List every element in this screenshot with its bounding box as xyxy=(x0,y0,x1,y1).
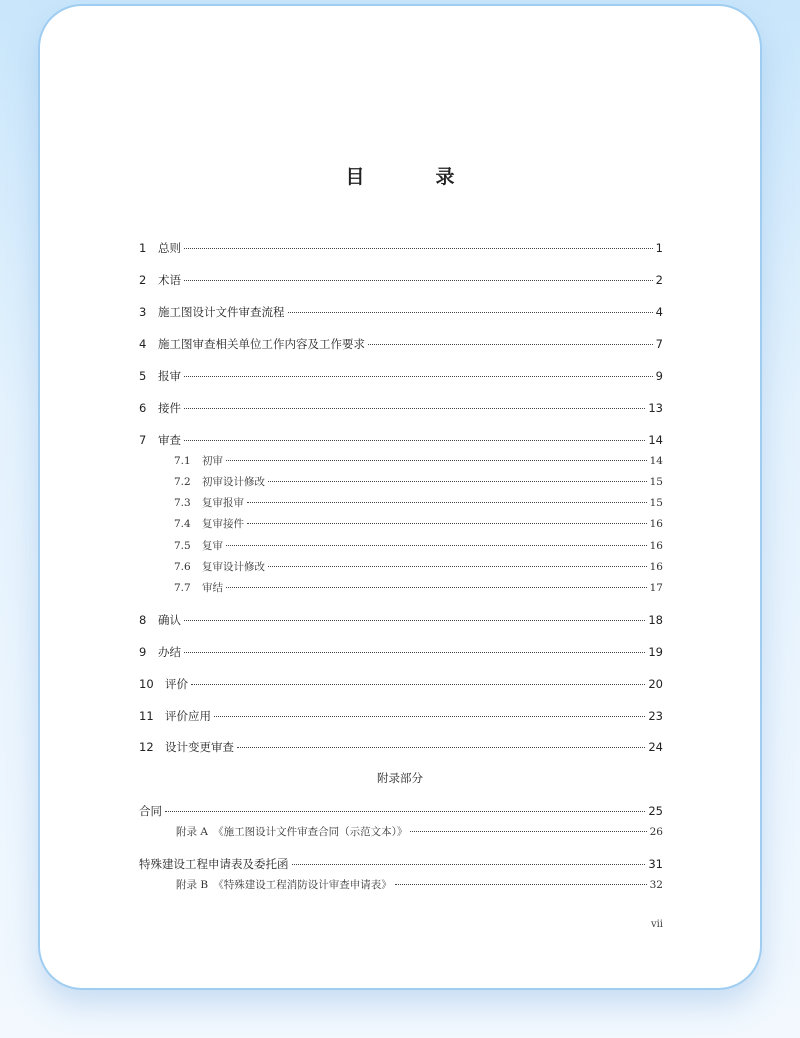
dot-leader xyxy=(395,884,647,885)
toc-subentry-number: 7.5 xyxy=(174,540,191,552)
appendix-group-page: 31 xyxy=(648,857,663,871)
dot-leader xyxy=(226,587,647,588)
toc-entry-page: 1 xyxy=(655,241,663,255)
toc-entry-page: 9 xyxy=(655,369,663,383)
toc-subentry[interactable] xyxy=(174,453,663,468)
toc-entry[interactable] xyxy=(139,368,663,384)
toc-entry-number: 8 xyxy=(139,613,147,627)
toc-subentry-number: 7.4 xyxy=(174,518,191,530)
dot-leader xyxy=(191,684,645,685)
dot-leader xyxy=(165,811,645,812)
toc-entry-label: 确认 xyxy=(158,613,181,627)
toc-subentry-label: 复审 xyxy=(202,540,223,552)
toc-entry[interactable] xyxy=(139,644,663,660)
dot-leader xyxy=(184,408,645,409)
toc-entry-number: 9 xyxy=(139,645,147,659)
toc-entry-label: 办结 xyxy=(158,645,181,659)
toc-entry-page: 23 xyxy=(648,709,663,723)
toc-entry[interactable] xyxy=(139,612,663,628)
toc-entry-number: 2 xyxy=(139,273,147,287)
toc-entry-number: 4 xyxy=(139,337,147,351)
toc-subentry-label: 复审接件 xyxy=(202,518,244,530)
dot-leader xyxy=(292,864,646,865)
appendix-group-label: 合同 xyxy=(139,804,162,818)
toc-entry-page: 19 xyxy=(648,645,663,659)
toc-subentry[interactable] xyxy=(174,474,663,489)
toc-entry[interactable] xyxy=(139,400,663,416)
toc-entry-label: 设计变更审查 xyxy=(165,740,234,754)
toc-entry-page: 2 xyxy=(655,273,663,287)
toc-entry[interactable] xyxy=(139,240,663,256)
toc-subentry-number: 7.6 xyxy=(174,561,191,573)
dot-leader xyxy=(268,481,647,482)
toc-entry[interactable] xyxy=(139,676,663,692)
dot-leader xyxy=(288,312,653,313)
dot-leader xyxy=(184,376,653,377)
toc-subentry-label: 初审设计修改 xyxy=(202,476,265,488)
toc-entry[interactable] xyxy=(139,336,663,352)
dot-leader xyxy=(410,831,646,832)
dot-leader xyxy=(184,280,653,281)
toc-entry-number: 11 xyxy=(139,709,154,723)
toc-subentry-label: 初审 xyxy=(202,455,223,467)
toc-entry-label: 评价应用 xyxy=(165,709,211,723)
toc-subentry-page: 17 xyxy=(649,582,663,594)
toc-subentry[interactable] xyxy=(174,580,663,595)
toc-subentry-label: 复审报审 xyxy=(202,497,244,509)
appendix-item-page: 32 xyxy=(649,879,663,891)
toc-entry-number: 7 xyxy=(139,433,147,447)
toc-entry-number: 12 xyxy=(139,740,154,754)
toc-subentry-page: 14 xyxy=(649,455,663,467)
toc-subentry-number: 7.3 xyxy=(174,497,191,509)
toc-entry-page: 4 xyxy=(655,305,663,319)
toc-subentry[interactable] xyxy=(174,516,663,531)
toc-entry-label: 术语 xyxy=(158,273,181,287)
toc-subentry-page: 16 xyxy=(649,518,663,530)
appendix-item[interactable] xyxy=(176,877,663,892)
dot-leader xyxy=(226,545,647,546)
toc-entry[interactable] xyxy=(139,272,663,288)
appendix-heading: 附录部分 xyxy=(377,771,423,785)
dot-leader xyxy=(247,502,647,503)
appendix-group-label: 特殊建设工程申请表及委托函 xyxy=(139,857,289,871)
toc-entry-number: 5 xyxy=(139,369,147,383)
toc-entry[interactable] xyxy=(139,304,663,320)
toc-subentry-page: 15 xyxy=(649,476,663,488)
toc-entry-page: 24 xyxy=(648,740,663,754)
page-title: 目 录 xyxy=(345,166,481,188)
toc-subentry-page: 15 xyxy=(649,497,663,509)
toc-entry-label: 审查 xyxy=(158,433,181,447)
toc-entry-page: 14 xyxy=(648,433,663,447)
toc-entry-label: 接件 xyxy=(158,401,181,415)
toc-entry-page: 20 xyxy=(648,677,663,691)
dot-leader xyxy=(214,716,645,717)
toc-entry[interactable] xyxy=(139,432,663,448)
dot-leader xyxy=(184,620,645,621)
appendix-item-label: 附录 B 《特殊建设工程消防设计审查申请表》 xyxy=(176,879,392,891)
toc-subentry[interactable] xyxy=(174,495,663,510)
appendix-group-page: 25 xyxy=(648,804,663,818)
toc-subentry-page: 16 xyxy=(649,540,663,552)
toc-entry[interactable] xyxy=(139,708,663,724)
appendix-group[interactable] xyxy=(139,856,663,872)
dot-leader xyxy=(237,747,645,748)
dot-leader xyxy=(368,344,653,345)
toc-subentry[interactable] xyxy=(174,538,663,553)
dot-leader xyxy=(268,566,647,567)
toc-entry-label: 总则 xyxy=(158,241,181,255)
toc-subentry-number: 7.1 xyxy=(174,455,191,467)
dot-leader xyxy=(184,440,645,441)
toc-entry-label: 评价 xyxy=(165,677,188,691)
toc-entry-number: 1 xyxy=(139,241,147,255)
toc-entry-number: 3 xyxy=(139,305,147,319)
toc-entry-page: 18 xyxy=(648,613,663,627)
toc-subentry[interactable] xyxy=(174,559,663,574)
toc-entry-number: 6 xyxy=(139,401,147,415)
appendix-item[interactable] xyxy=(176,824,663,839)
dot-leader xyxy=(184,652,645,653)
toc-entry[interactable] xyxy=(139,739,663,755)
toc-entry-page: 7 xyxy=(655,337,663,351)
appendix-item-page: 26 xyxy=(649,826,663,838)
appendix-item-label: 附录 A 《施工图设计文件审查合同（示范文本）》 xyxy=(176,826,408,838)
page-number: vii xyxy=(650,919,663,930)
appendix-group[interactable] xyxy=(139,803,663,819)
toc-entry-label: 报审 xyxy=(158,369,181,383)
dot-leader xyxy=(226,460,647,461)
dot-leader xyxy=(184,248,653,249)
toc-entry-page: 13 xyxy=(648,401,663,415)
toc-subentry-number: 7.7 xyxy=(174,582,191,594)
toc-entry-label: 施工图设计文件审查流程 xyxy=(158,305,285,319)
toc-subentry-page: 16 xyxy=(649,561,663,573)
toc-entry-number: 10 xyxy=(139,677,154,691)
toc-subentry-number: 7.2 xyxy=(174,476,191,488)
toc-subentry-label: 审结 xyxy=(202,582,223,594)
toc-subentry-label: 复审设计修改 xyxy=(202,561,265,573)
toc-entry-label: 施工图审查相关单位工作内容及工作要求 xyxy=(158,337,365,351)
dot-leader xyxy=(247,523,647,524)
